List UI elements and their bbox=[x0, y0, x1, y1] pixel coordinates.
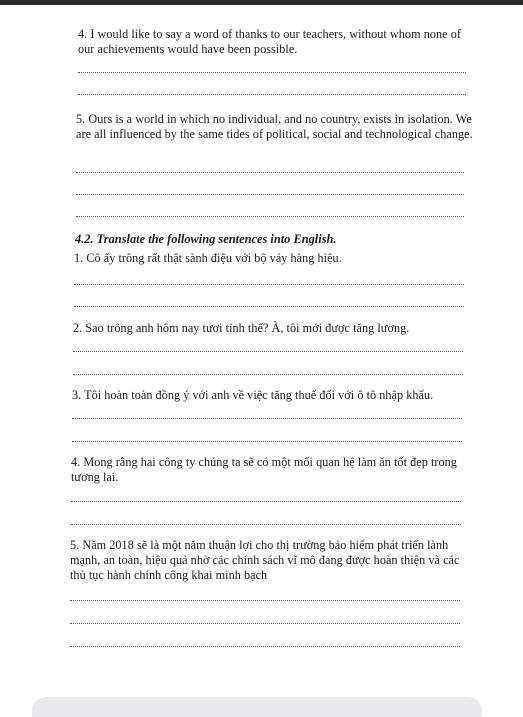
worksheet-page bbox=[0, 5, 523, 695]
answer-line bbox=[71, 500, 461, 502]
answer-line bbox=[70, 645, 460, 647]
answer-line bbox=[71, 523, 461, 525]
translate-item-3: 3. Tôi hoàn toàn đồng ý với anh về việc tăng thuế đối với ô tô nhập khẩu. bbox=[72, 388, 434, 402]
answer-line bbox=[73, 350, 463, 352]
answer-line bbox=[74, 283, 464, 285]
answer-line bbox=[70, 622, 460, 624]
answer-line bbox=[70, 599, 460, 601]
exercise-item-4: 4. I would like to say a word of thanks to our teachers, without whom none of our achievements would have been possible. bbox=[78, 27, 461, 56]
answer-line bbox=[76, 171, 464, 173]
answer-line bbox=[72, 417, 462, 419]
answer-line bbox=[72, 440, 462, 442]
page-bottom-edge bbox=[32, 697, 482, 717]
translate-item-2: 2. Sao trông anh hôm nay tươi tỉnh thế? À, tôi mới được tăng lương. bbox=[73, 321, 410, 335]
answer-line bbox=[78, 71, 466, 73]
answer-line bbox=[74, 305, 464, 307]
exercise-item-5: 5. Ours is a world in which no individual, and no country, exists in isolation. We are all influenced by the same tides of political, social and technological change. bbox=[76, 112, 473, 141]
translate-item-5: 5. Năm 2018 sẽ là một năm thuận lợi cho thị trường bảo hiểm phát triển lành mạnh, an toàn, hiệu quả nhờ các chính sách vĩ mô đang được hoàn thiện và các thủ tục hành chính công khai minh bạch bbox=[70, 538, 460, 582]
translate-item-1: 1. Cô ấy trông rất thật sành điệu với bộ váy hàng hiệu. bbox=[74, 251, 342, 265]
answer-line bbox=[73, 373, 463, 375]
translate-item-4: 4. Mong rằng hai công ty chúng ta sẽ có một mối quan hệ làm ăn tốt đẹp trong tương lai. bbox=[71, 455, 457, 484]
section-heading: 4.2. Translate the following sentences into English. bbox=[75, 232, 337, 246]
answer-line bbox=[76, 215, 464, 217]
answer-line bbox=[76, 193, 464, 195]
answer-line bbox=[78, 93, 466, 95]
